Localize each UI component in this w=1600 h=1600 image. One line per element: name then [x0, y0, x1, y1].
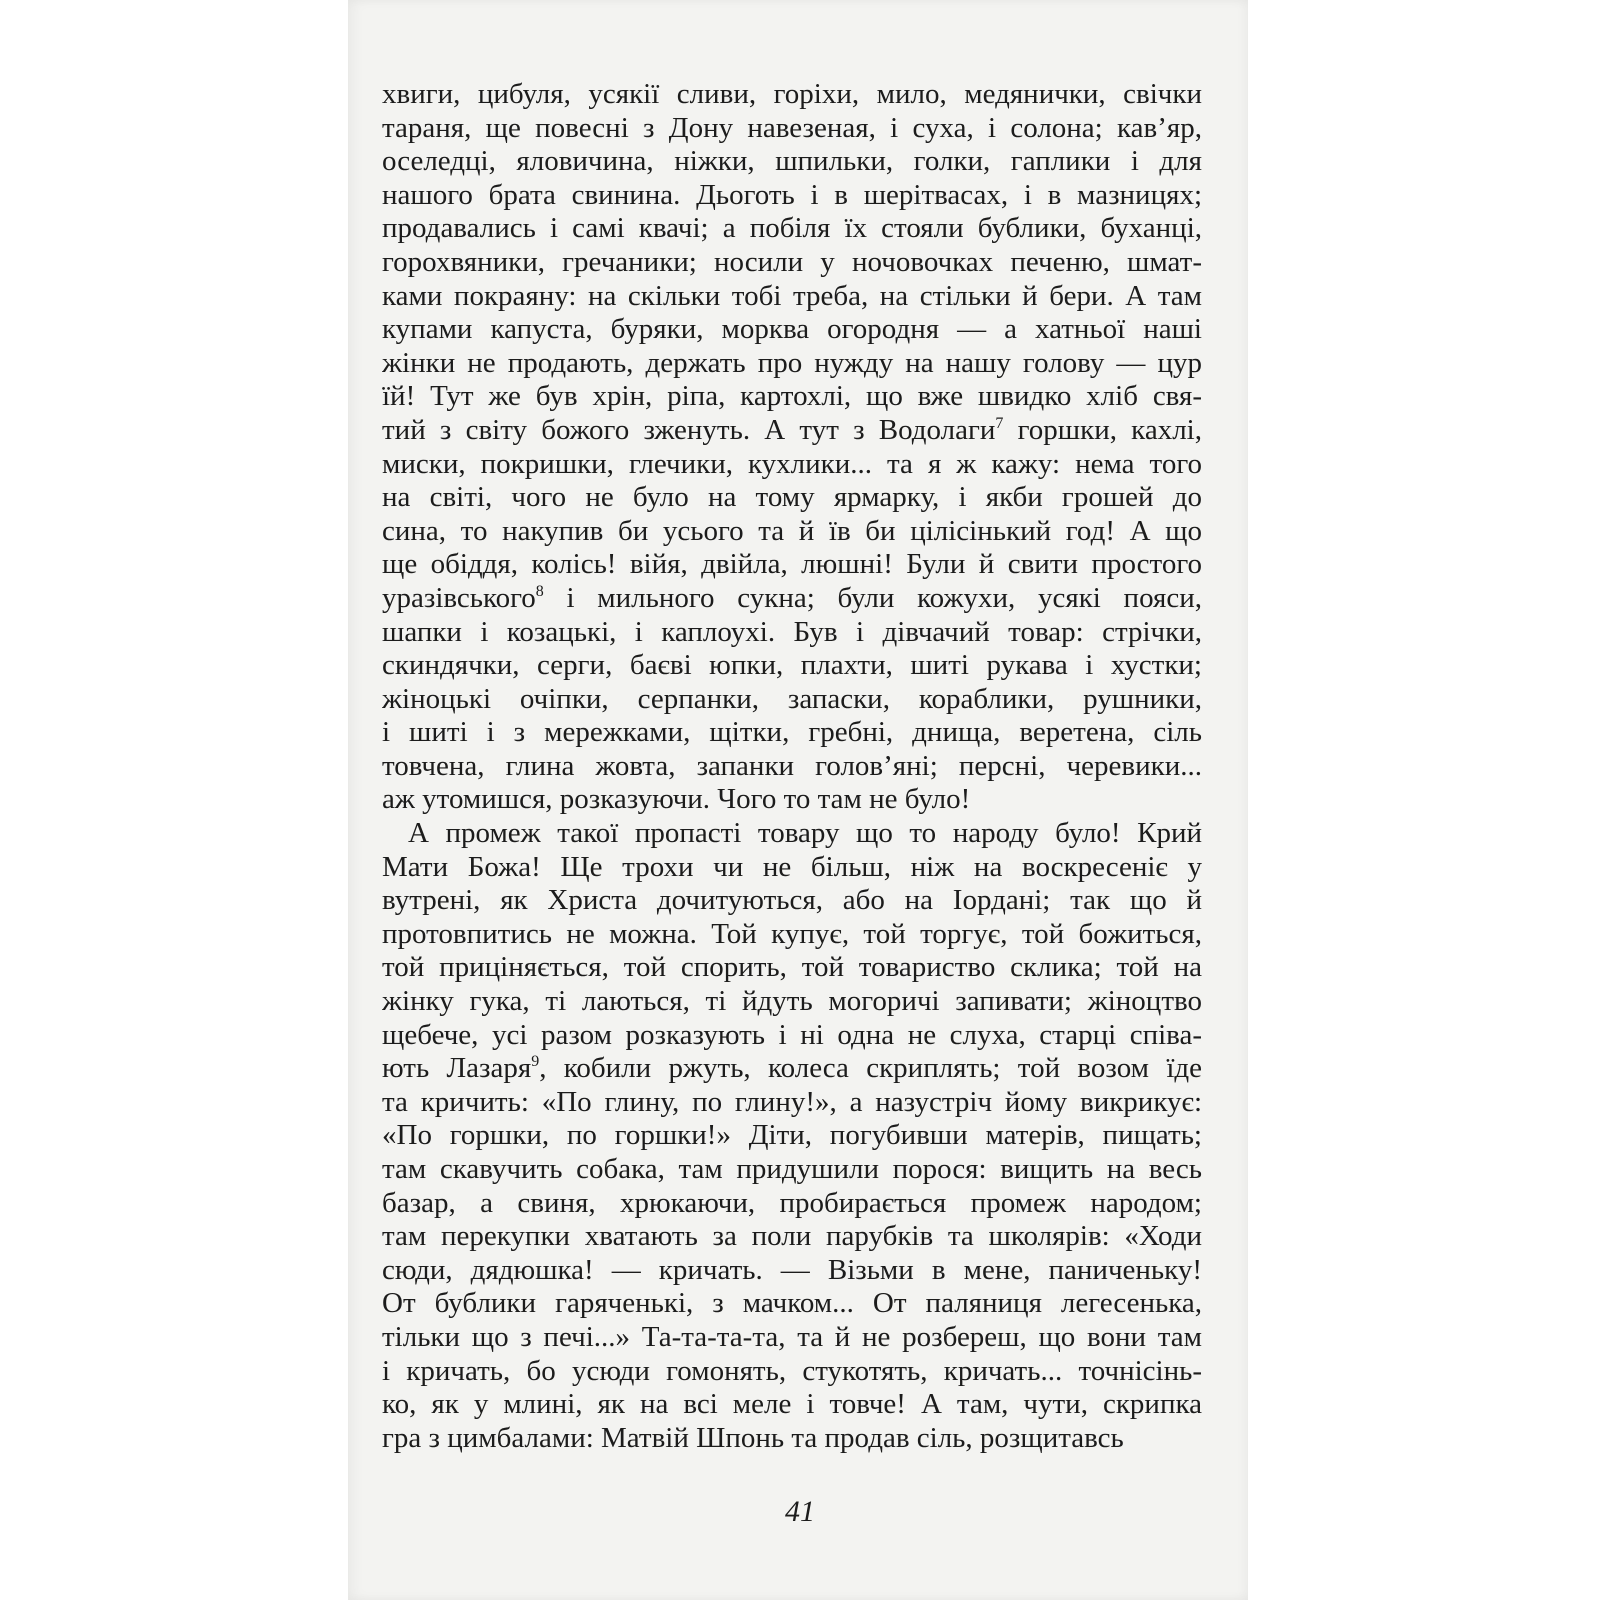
text-line: жінку гука, ті лаються, ті йдуть могоричі запивати; жіноцтво	[382, 985, 1202, 1018]
text-line: хвиги, цибуля, усякії сливи, горіхи, мило, медянички, свічки	[382, 78, 1202, 110]
text-line: аж утомишся, розказуючи. Чого то там не було!	[382, 783, 971, 816]
text-line: От бублики гаряченькі, з мачком... От паляниця легесенька,	[382, 1287, 1202, 1320]
text-line: протовпитись не можна. Той купує, той торгує, той божиться,	[382, 917, 1202, 950]
text-line: їй! Тут же був хрін, ріпа, картохлі, що вже швидко хліб свя-	[382, 380, 1202, 413]
text-line: там перекупки хватають за поли парубків та школярів: «Ходи	[382, 1220, 1202, 1253]
text-line: миски, покришки, глечики, кухлики... та я ж кажу: нема того	[382, 447, 1202, 480]
text-line: щебече, усі разом розказують і ні одна не слуха, старці співа-	[382, 1018, 1202, 1051]
text-line: базар, а свиня, хрюкаючи, пробирається промеж народом;	[382, 1186, 1202, 1219]
text-line: та кричить: «По глину, по глину!», а назустріч йому викрикує:	[382, 1085, 1202, 1118]
text-line: скиндячки, серги, баєві юпки, плахти, шиті рукава і хустки;	[382, 649, 1202, 682]
text-line: тараня, ще повесні з Дону навезеная, і суха, і солона; кав’яр,	[382, 111, 1202, 144]
text-line	[382, 582, 1202, 616]
footnote-marker: 9	[531, 1053, 540, 1071]
text-line: шапки і козацькі, і каплоухі. Був і дівчачий товар: стрічки,	[382, 615, 1202, 648]
text-line: сина, то накупив би усього та й їв би цілісінький год! А що	[382, 514, 1202, 547]
text-line: жіноцькі очіпки, серпанки, запаски, кораблики, рушники,	[382, 682, 1202, 715]
footnote-marker: 8	[535, 582, 544, 600]
text-line: А промеж такої пропасті товару що то народу було! Крий	[408, 817, 1202, 850]
text-line: там скавучить собака, там придушили порося: вищить на весь	[382, 1153, 1202, 1185]
footnote-marker: 7	[995, 414, 1004, 432]
text-line: продавались і самі квачі; а побіля їх стояли бублики, буханці,	[382, 212, 1202, 245]
text-line: жінки не продають, держать про нужду на нашу голову — цур	[382, 346, 1202, 379]
text-segment: тий з світу божого зженуть. А тут з Водолаги	[382, 413, 996, 446]
text-line: горохвяники, гречаники; носили у ночовочках печеню, шмат-	[382, 245, 1202, 278]
text-line: і кричать, бо усюди гомонять, стукотять, кричать... точнісінь-	[382, 1354, 1202, 1387]
text-line: сюди, дядюшка! — кричать. — Візьми в мене, паниченьку!	[382, 1253, 1202, 1286]
page-number: 41	[785, 1495, 815, 1528]
text-segment: уразівського	[382, 581, 536, 614]
text-line: «По горшки, по горшки!» Діти, погубивши матерів, пищать;	[382, 1119, 1202, 1152]
text-line: купами капуста, буряки, морква огородня — а хатньої наші	[382, 313, 1202, 346]
text-line: і шиті і з мережками, щітки, гребні, днища, веретена, сіль	[382, 716, 1202, 749]
text-line	[382, 414, 1202, 448]
text-line	[382, 1052, 1202, 1086]
text-line: тільки що з печі...» Та-та-та-та, та й не розбереш, що вони там	[382, 1320, 1202, 1353]
text-line: вутрені, як Христа дочитуються, або на Іордані; так що й	[382, 884, 1202, 917]
text-line: ще обіддя, колісь! війя, двійла, люшні! Були й свити простого	[382, 548, 1202, 581]
text-line: оселедці, яловичина, ніжки, шпильки, голки, гаплики і для	[382, 145, 1202, 178]
text-segment: ють Лазаря	[382, 1052, 532, 1085]
text-line: ками покраяну: на скільки тобі треба, на стільки й бери. А там	[382, 279, 1202, 312]
body-text	[382, 78, 1202, 1455]
text-line: той приціняється, той спорить, той товариство склика; той на	[382, 951, 1202, 984]
text-line: ко, як у млині, як на всі меле і товче! А там, чути, скрипка	[382, 1388, 1202, 1421]
text-segment: і мильного сукна; були кожухи, усякі пояси,	[543, 581, 1202, 614]
text-line: нашого брата свинина. Дьоготь і в шерітвасах, і в мазницях;	[382, 178, 1202, 211]
text-line: на світі, чого не було на тому ярмарку, і якби грошей до	[382, 481, 1202, 514]
text-line: гра з цимбалами: Матвій Шпонь та продав сіль, розщитавсь	[382, 1421, 1124, 1454]
text-segment: горшки, кахлі,	[1003, 413, 1202, 446]
text-line: товчена, глина жовта, запанки голов’яні; персні, черевики...	[382, 749, 1202, 782]
text-line: Мати Божа! Ще трохи чи не більш, ніж на воскресеніє у	[382, 850, 1202, 883]
text-segment: , кобили ржуть, колеса скриплять; той возом їде	[539, 1052, 1202, 1085]
